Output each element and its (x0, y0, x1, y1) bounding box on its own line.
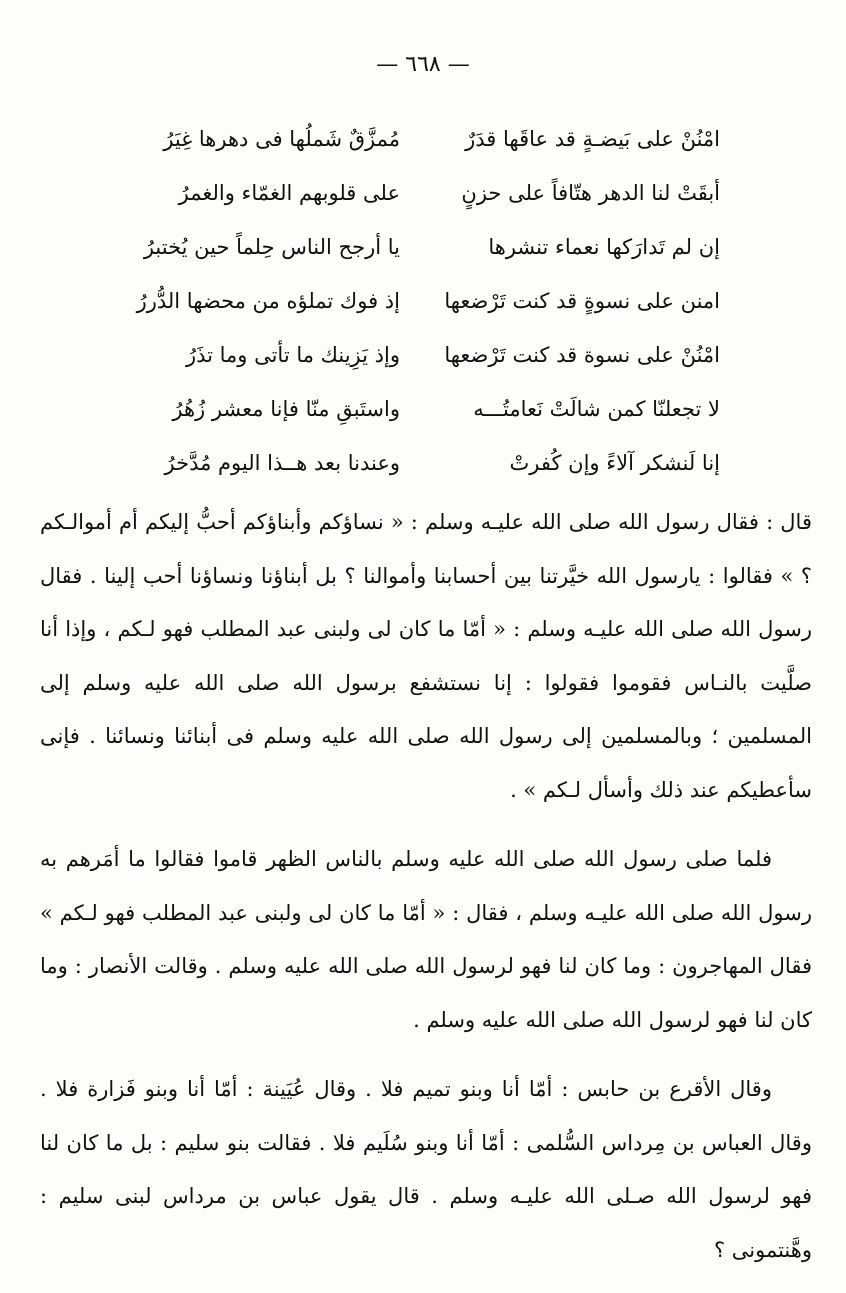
verse-second-hemistich: مُمزَّقٌ شَملُها فى دهرها غِيَرُ (163, 127, 400, 151)
verse-line (100, 166, 720, 220)
verse-first-hemistich: امْنُنْ على نسوة قد كنت تَرْضعها (444, 343, 720, 367)
verse-second-hemistich: على قلوبهم الغمّاء والغمرُ (178, 181, 400, 205)
poem-block (100, 112, 720, 490)
verse-first-hemistich: إن لم تَدارَكها نعماء تنشرها (488, 235, 720, 259)
verse-second-hemistich: إذ فوك تملؤه من محضها الدُّررُ (136, 289, 400, 313)
verse-second-hemistich: وإذ يَزِينك ما تأتى وما تذَرُ (185, 343, 400, 367)
verse-first-hemistich: إنا لَنشكر آلاءً وإن كُفرتْ (509, 451, 720, 475)
verse-second-hemistich: يا أرجح الناس حِلماً حين يُختبرُ (143, 235, 400, 259)
verse-second-hemistich: وعندنا بعد هــذا اليوم مُدَّخرُ (164, 451, 400, 475)
verse-line (100, 382, 720, 436)
paragraph: فلما صلى رسول الله صلى الله عليه وسلم بالناس الظهر قاموا فقالوا ما أمَرهم به رسول الله صلى الله عليـه وسلم ، فقال : « أمّا ما كان لى ولبنى عبد المطلب فهو لـكم » فقال المهاجرون : وما كان لنا فهو لرسول الله صلى الله عليه وسلم . وقالت الأنصار : وما كان لنا فهو لرسول الله صلى الله عليه وسلم . (40, 847, 812, 1032)
verse-line (100, 436, 720, 490)
paragraph: قال : فقال رسول الله صلى الله عليـه وسلم : « نساؤكم وأبناؤكم أحبُّ إليكم أم أموالـكم ؟ » فقالوا : يارسول الله خيَّرتنا بين أحسابنا وأموالنا ؟ بل أبناؤنا ونساؤنا أحب إلينا . فقال رسول الله صلى الله عليـه وسلم : « أمّا ما كان لى ولبنى عبد المطلب فهو لـكم ، وإذا أنا صلَّيت بالنـاس فقوموا فقولوا : إنا نستشفع برسول الله صلى الله عليه وسلم إلى المسلمين ؛ وبالمسلمين إلى رسول الله صلى الله عليه وسلم فى أبنائنا ونسائنا . فإنى سأعطيكم عند ذلك وأسأل لـكم » . (40, 510, 812, 802)
page-number: — ٦٦٨ — (376, 52, 470, 77)
verse-first-hemistich: امنن على نسوةٍ قد كنت تَرْضعها (444, 289, 720, 313)
paragraph: وقال الأقرع بن حابس : أمّا أنا وبنو تميم فلا . وقال عُيَينة : أمّا أنا وبنو فَزارة فلا . وقال العباس بن مِرداس السُّلمى : أمّا أنا وبنو سُلَيم فلا . فقالت بنو سليم : بل ما كان لنا فهو لرسول الله صـلى الله عليـه وسلم . قال يقول عباس بن مرداس لبنى سليم : وهَّنتمونى ؟ (40, 1077, 812, 1262)
prose-body (40, 496, 812, 1293)
verse-first-hemistich: امْنُنْ على بَيضـةٍ قد عاقَها قدَرٌ (465, 127, 720, 151)
verse-line (100, 112, 720, 166)
verse-second-hemistich: واستَبقِ منّا فإنا معشر زُهُرُ (172, 397, 400, 421)
verse-line (100, 220, 720, 274)
verse-line (100, 328, 720, 382)
verse-line (100, 274, 720, 328)
verse-first-hemistich: أبقَتْ لنا الدهر هتّافاً على حزنٍ (461, 181, 720, 205)
verse-first-hemistich: لا تجعلنّا كمن شالَتْ نَعامتُـــه (473, 397, 720, 421)
